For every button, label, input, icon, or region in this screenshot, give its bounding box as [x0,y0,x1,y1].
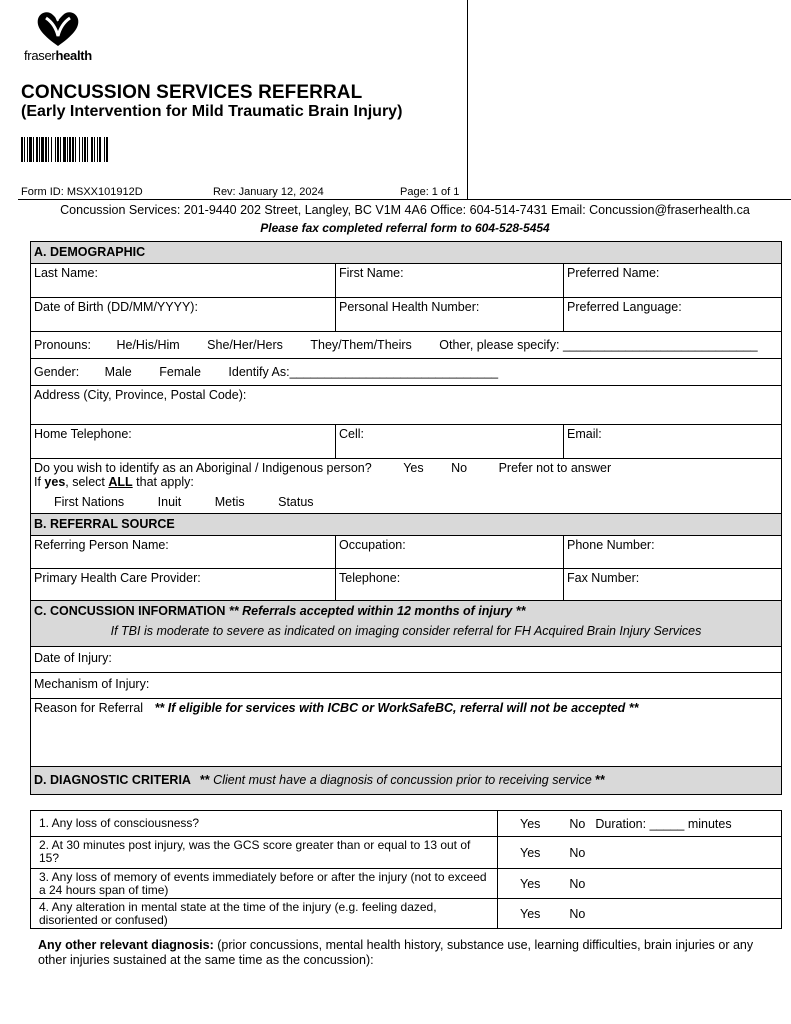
preferred-name-field[interactable]: Preferred Name: [567,266,660,280]
indigenous-no[interactable]: No [451,461,468,475]
primary-care-provider-field[interactable]: Primary Health Care Provider: [31,569,336,600]
header-divider [467,0,468,199]
form-subtitle: (Early Intervention for Mild Traumatic Brain Injury) [21,103,403,120]
q4-yes[interactable]: Yes [520,906,541,921]
diagnostic-criteria-table [30,810,782,929]
pronouns-row [31,332,781,358]
referring-person-field[interactable]: Referring Person Name: [31,536,336,568]
other-diagnosis-text: (prior concussions, mental health history, substance use, learning difficulties, brain injuries or any other injuries sustained at the same time as the concussion): [38,938,754,967]
pronouns-label: Pronouns: [34,338,91,352]
indigenous-question: Do you wish to identify as an Aboriginal / Indigenous person? [34,461,372,475]
section-concussion: C. CONCUSSION INFORMATION ** Referrals accepted within 12 months of injury ** If TBI is moderate to severe as indicated on imaging consider referral for FH Acquired Brain Injury Services [31,601,781,647]
q1-duration[interactable]: Duration: _____ minutes [595,816,732,831]
referral-form [30,241,782,795]
other-diagnosis-label: Any other relevant diagnosis: [38,938,214,952]
preferred-language-field[interactable]: Preferred Language: [567,300,682,314]
question-4: 4. Any alteration in mental state at the time of the injury (e.g. feeling dazed, disoriented or confused) [31,899,498,928]
q2-yes[interactable]: Yes [520,845,541,860]
address-field[interactable]: Address (City, Province, Postal Code): [34,388,247,402]
question-1: 1. Any loss of consciousness? [31,811,498,836]
gender-row [31,359,781,385]
mechanism-of-injury-field[interactable]: Mechanism of Injury: [34,677,150,691]
indigenous-row [31,459,781,513]
cell-field[interactable]: Cell: [336,425,564,458]
form-id: Form ID: MSXX101912D [21,186,143,198]
gender-option-female[interactable]: Female [159,365,201,379]
q1-no[interactable]: No [569,816,586,831]
home-telephone-field[interactable]: Home Telephone: [31,425,336,458]
telephone-field[interactable]: Telephone: [336,569,564,600]
fraser-health-logo [24,10,104,64]
form-revision: Rev: January 12, 2024 [213,186,324,198]
occupation-field[interactable]: Occupation: [336,536,564,568]
indigenous-prefer-not[interactable]: Prefer not to answer [498,461,612,475]
group-metis[interactable]: Metis [214,495,245,509]
heart-logo-icon [34,10,82,48]
first-name-field[interactable]: First Name: [336,264,564,297]
form-title: CONCUSSION SERVICES REFERRAL [21,82,363,103]
phn-field[interactable]: Personal Health Number: [336,298,564,331]
question-2: 2. At 30 minutes post injury, was the GCS score greater than or equal to 13 out of 15? [31,837,498,868]
fax-instruction: Please fax completed referral form to 604-528-5454 [260,221,550,235]
phone-number-field[interactable]: Phone Number: [567,538,655,552]
contact-line: Concussion Services: 201-9440 202 Street, Langley, BC V1M 4A6 Office: 604-514-7431 Email: Concussion@fraserhealth.ca [60,203,750,217]
header-rule [18,199,791,200]
q4-no[interactable]: No [569,906,586,921]
pronoun-option-other[interactable]: Other, please specify: [439,338,560,352]
pronoun-option-she[interactable]: She/Her/Hers [207,338,283,352]
q2-no[interactable]: No [569,845,586,860]
indigenous-yes[interactable]: Yes [403,461,424,475]
barcode-icon [21,137,159,162]
q3-yes[interactable]: Yes [520,876,541,891]
date-of-injury-field[interactable]: Date of Injury: [34,651,112,665]
group-inuit[interactable]: Inuit [157,495,182,509]
group-status[interactable]: Status [278,495,314,509]
group-first-nations[interactable]: First Nations [54,495,125,509]
last-name-field[interactable]: Last Name: [31,264,336,297]
form-page: Page: 1 of 1 [400,186,460,198]
email-field[interactable]: Email: [567,427,602,441]
gender-option-identify[interactable]: Identify As: [228,365,290,379]
gender-identify-blank[interactable]: ______________________________ [289,365,499,379]
logo-wordmark: fraserhealth [24,48,92,63]
section-demographic: A. DEMOGRAPHIC [31,242,781,264]
pronoun-option-they[interactable]: They/Them/Theirs [310,338,412,352]
reason-for-referral-field[interactable] [31,699,781,766]
gender-label: Gender: [34,365,80,379]
pronoun-other-blank[interactable]: ____________________________ [562,338,758,352]
section-referral-source: B. REFERRAL SOURCE [31,514,781,536]
gender-option-male[interactable]: Male [104,365,132,379]
reason-label: Reason for Referral [34,701,144,715]
section-diagnostic: D. DIAGNOSTIC CRITERIA ** Client must have a diagnosis of concussion prior to receiving service ** [31,767,781,794]
other-diagnosis-field[interactable] [38,938,758,968]
pronoun-option-he[interactable]: He/His/Him [116,338,180,352]
tbi-note: If TBI is moderate to severe as indicated on imaging consider referral for FH Acquired Brain Injury Services [110,624,702,638]
dob-field[interactable]: Date of Birth (DD/MM/YYYY): [31,298,336,331]
question-3: 3. Any loss of memory of events immediately before or after the injury (not to exceed a 24 hours span of time) [31,869,498,898]
q1-yes[interactable]: Yes [520,816,541,831]
q3-no[interactable]: No [569,876,586,891]
indigenous-instruction: If yes, select ALL that apply: [34,475,194,489]
reason-note: ** If eligible for services with ICBC or WorkSafeBC, referral will not be accepted ** [154,701,639,715]
fax-number-field[interactable]: Fax Number: [567,571,640,585]
